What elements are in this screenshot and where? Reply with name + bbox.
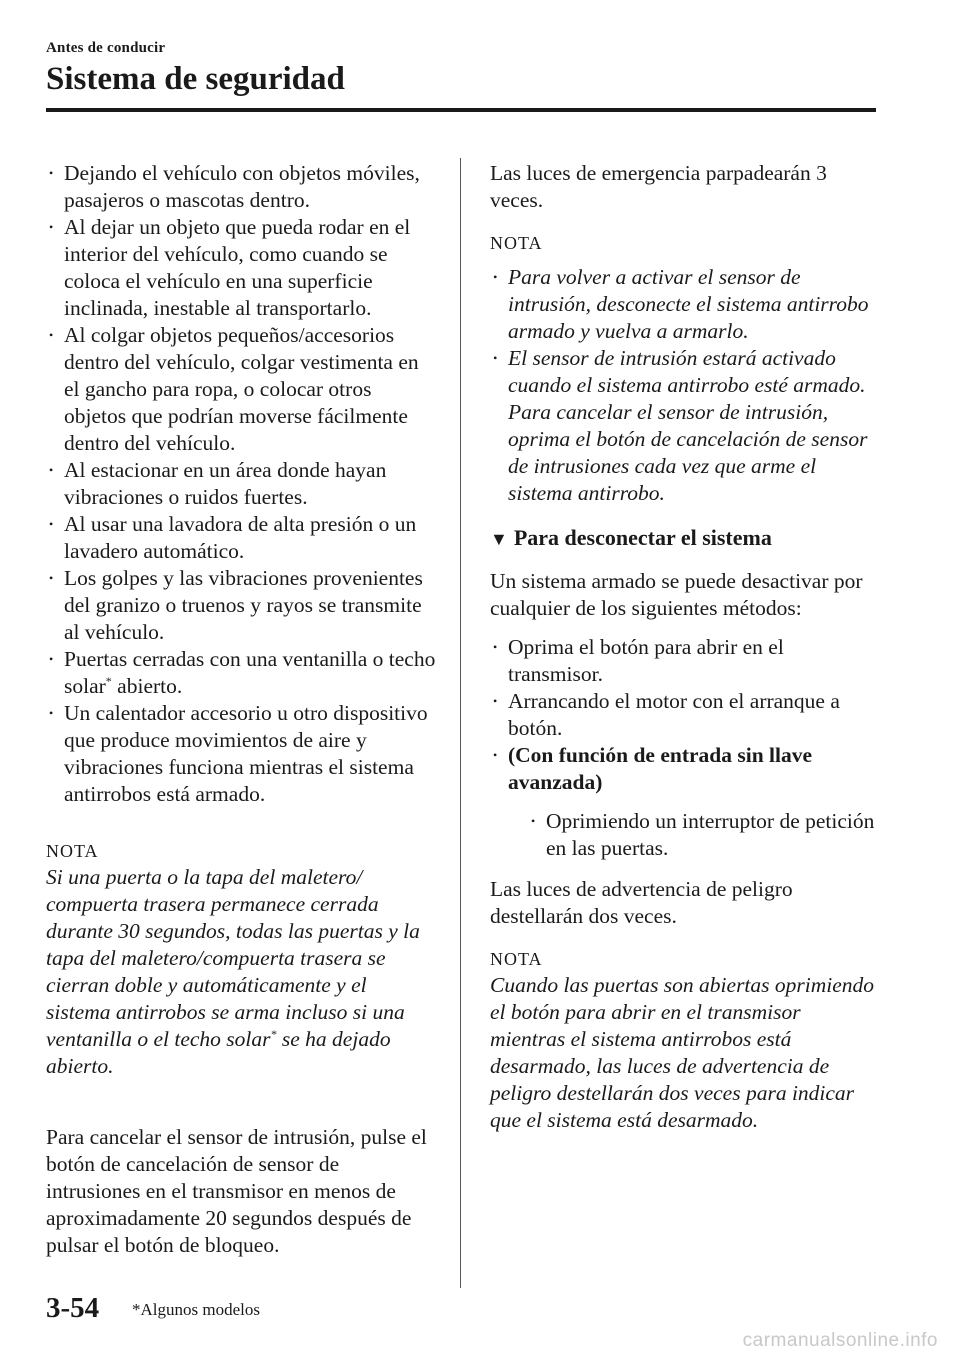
note-text-part: se ha dejado abierto. bbox=[46, 1027, 391, 1078]
header-rule bbox=[46, 108, 876, 112]
list-item: • El sensor de intrusión estará activado cuando el sistema antirrobo esté armado. Para cancelar el sensor de intrusión, oprima el botón de cancelación de sensor de intrusiones cada vez que arme el sistema antirrobo. bbox=[490, 345, 875, 507]
condition-list bbox=[46, 160, 436, 808]
footnote-legend: *Algunos modelos bbox=[132, 1300, 260, 1319]
note-text bbox=[46, 864, 436, 1080]
list-item-bold: (Con función de entrada sin llave avanzada) bbox=[508, 743, 813, 794]
note-title: NOTA bbox=[490, 233, 543, 253]
list-item: • Al usar una lavadora de alta presión o un lavadero automático. bbox=[46, 511, 436, 565]
page-number: 3-54 bbox=[46, 1292, 100, 1324]
methods-paragraph: Un sistema armado se puede desactivar por cualquier de los siguientes métodos: bbox=[490, 569, 863, 620]
list-item: • Arrancando el motor con el arranque a botón. bbox=[490, 688, 875, 742]
cancel-sensor-paragraph: Para cancelar el sensor de intrusión, pulse el botón de cancelación de sensor de intrusiones en el transmisor en menos de aproximadamente 20 segundos después de pulsar el botón de bloqueo. bbox=[46, 1125, 427, 1257]
list-item-text: abierto. bbox=[111, 674, 183, 698]
section-heading bbox=[490, 523, 875, 554]
left-column bbox=[46, 160, 436, 1259]
list-item: • Oprima el botón para abrir en el transmisor. bbox=[490, 634, 875, 688]
list-item: • Al dejar un objeto que pueda rodar en el interior del vehículo, como cuando se coloca el vehículo en una superficie inclinada, inestable al transportarlo. bbox=[46, 214, 436, 322]
sub-list-item: • Oprimiendo un interruptor de petición en las puertas. bbox=[528, 808, 875, 862]
column-divider bbox=[460, 158, 461, 1288]
triangle-down-icon: ▼ bbox=[490, 529, 508, 549]
list-item: • Al colgar objetos pequeños/accesorios dentro del vehículo, colgar vestimenta en el gancho para ropa, o colocar otros objetos que podrían moverse fácilmente dentro del vehículo. bbox=[46, 322, 436, 457]
note-text: Cuando las puertas son abiertas oprimiendo el botón para abrir en el transmisor mientras el sistema antirrobos está desarmado, las luces de advertencia de peligro destellarán dos veces para indicar que el sistema está desarmado. bbox=[490, 973, 875, 1132]
note-title: NOTA bbox=[490, 949, 543, 969]
chapter-label: Antes de conducir bbox=[46, 40, 166, 56]
page-header bbox=[46, 40, 876, 99]
section-title: Sistema de seguridad bbox=[46, 61, 345, 97]
intro-paragraph: Las luces de emergencia parpadearán 3 veces. bbox=[490, 161, 827, 212]
list-item: • Los golpes y las vibraciones provenientes del granizo o truenos y rayos se transmite al vehículo. bbox=[46, 565, 436, 646]
note-title: NOTA bbox=[46, 841, 99, 861]
footnote-mark: * bbox=[105, 673, 112, 688]
list-item: • Un calentador accesorio u otro dispositivo que produce movimientos de aire y vibraciones funciona mientras el sistema antirrobos está armado. bbox=[46, 700, 436, 808]
note-list bbox=[490, 264, 875, 507]
sub-list bbox=[528, 808, 875, 862]
list-item-text: Puertas cerradas con una ventanilla o techo solar bbox=[64, 647, 436, 698]
note-text-part: Si una puerta o la tapa del maletero/ compuerta trasera permanece cerrada durante 30 segundos, todas las puertas y la tapa del maletero/compuerta trasera se cierran doble y automáticamente y el sistema antirrobos se arma incluso si una ventanilla o el techo solar bbox=[46, 865, 420, 1051]
methods-list bbox=[490, 634, 875, 862]
list-item: • Al estacionar en un área donde hayan vibraciones o ruidos fuertes. bbox=[46, 457, 436, 511]
list-item: • Para volver a activar el sensor de intrusión, desconecte el sistema antirrobo armado y vuelva a armarlo. bbox=[490, 264, 875, 345]
list-item-keyless bbox=[490, 742, 875, 862]
footnote-mark: * bbox=[270, 1026, 277, 1041]
hazard-paragraph: Las luces de advertencia de peligro destellarán dos veces. bbox=[490, 877, 793, 928]
right-column bbox=[490, 160, 875, 1134]
list-item: • Dejando el vehículo con objetos móviles, pasajeros o mascotas dentro. bbox=[46, 160, 436, 214]
watermark: carmanualsonline.info bbox=[742, 1330, 938, 1351]
heading-text: Para desconectar el sistema bbox=[513, 525, 772, 550]
list-item-sunroof bbox=[46, 646, 436, 700]
